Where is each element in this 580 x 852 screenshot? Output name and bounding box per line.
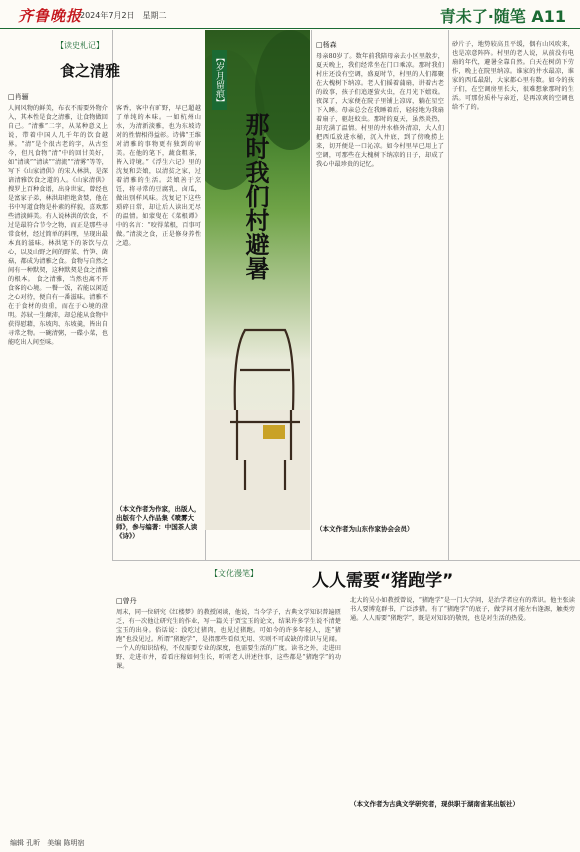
author-note: （本文作者为山东作家协会会员） bbox=[316, 525, 414, 533]
article-body: 周末，同一位研究《红楼梦》的教授闲谈，他说，当今学子，古典文学知识普遍匮乏，有一次他让研究生的作业，写一篇关于贾宝玉的论文，结果许多学生说不清楚宝玉的出身。俗话说：没吃过猪肉，也见过猪跑。可如今的许多年轻人，连“猪跑”也没见过。所谓“猪跑学”，是指那些看似无用、实则不可或缺的常识与见闻。一个人的知识结构，不仅需要专业的深度，也需要生活的广度。读书之外，走进田野、走进市井，看看庄稼如何生长，听听老人讲述往事，这些都是“猪跑学”的功课。 bbox=[116, 609, 341, 670]
article-paragraph: 客香，客中有旷野，早已超越了单纯的本味。一如杭州山水，为清新淡雅，也为东坡诗对的性情相得益彰。诗佛“王维对清雅的事物更有独到的审美。在他的笔下，蔬食粗茶，皆入诗境。”《浮生六记》里的沈复和芸娘，以清贫之家，过着清雅的生活。芸娘善于烹饪，将寻常的豆腐乳、卤瓜，做出别样风味。沈复记下这些琐碎日常，却让后人读出无尽的温情。如蒙叟在《菜根谭》中的名言：“咬得菜根，百事可做。”清淡之食，正是修身养性之道。 bbox=[116, 105, 201, 247]
article-title: 食之清雅 bbox=[60, 62, 121, 80]
section-tag: 【读史札记】 bbox=[56, 41, 104, 50]
article-body-continued: 北大的吴小如教授曾说，“猪跑学”是一门大学问，是治学者应有的常识。他主张读书人要博览群书，广泛涉猎。有了“猪跑学”的底子，做学问才能左右逢源，触类旁通。人人需要“猪跑学”，既是对知识的敬畏，也是对生活的热爱。 bbox=[350, 597, 575, 622]
column-divider bbox=[448, 30, 449, 560]
author: □肖骊 bbox=[8, 93, 29, 101]
author-note: （本文作者为古典文学研究者，现供职于湖南省某出版社） bbox=[350, 800, 519, 808]
section-divider bbox=[112, 560, 580, 561]
masthead bbox=[0, 0, 580, 29]
article-paragraph: 食之清雅，当然也离不开食客的心境。一餐一饭，若能以闲适之心对待，便自有一番滋味。清雅不在于食材的贵重，而在于心境的澄明。苏轼一生颠沛，却总能从食物中获得慰藉，东坡肉、东坡羹，皆出自寻常之物。一碗清粥，一碟小菜，也能吃出人间至味。 bbox=[8, 276, 108, 346]
article-body-continued: 砂片子，地势较高且平缓，偶有山风吹来，也是凉意阵阵。村里的老人说，从前没有电扇的年代，避暑全靠自然。白天在树荫下劳作，晚上在院里纳凉。谁家的井水最凉，谁家的西瓜最甜，大家都心里有数。如今的孩子们，在空调房里长大，很难想象那时的生活。可那份质朴与亲近，是再凉爽的空调也给不了的。 bbox=[452, 41, 574, 111]
column-divider bbox=[311, 30, 312, 560]
author: □杨森 bbox=[316, 41, 337, 49]
page-footer bbox=[0, 836, 580, 852]
article-title: 人人需要“猪跑学” bbox=[312, 571, 454, 591]
editor-credits: 编辑 孔昕 美编 陈明宿 bbox=[10, 839, 85, 847]
article-body bbox=[8, 104, 108, 834]
newspaper-logo: 齐鲁晚报 bbox=[18, 7, 83, 25]
column-divider bbox=[112, 30, 113, 560]
article-paragraph: 人间风物的鲜美，布衣不需要外物介入，其本性是食之清雅，让食物做回自己。“清雅”二字，从某种意义上说，带着中国人几千年的饮食越界。“清”是个很古老的字，从古至今，但凡食物“清”中的回甘美好，如“清谈”“清读”“清流”“清雾”等等，写下《山家清供》的宋人林洪，是深谙清雅饮食之道的人。《山家清供》搜罗上百种食谱，出身世家，曾经也是富家子弟，林洪却拒绝贪婪，他在书中写道食物是朴素的样貌，喜欢那些清淡鲜美。有人说林洪的饮食，不过是最符合节令之物，而正是那些寻常食材，经过简单的料理，呈现出最本真的滋味。林洪笔下的茶饮与点心，以及山野之间的野菜、竹笋、菌菇，都成为清雅之食。食物与自然之间有一种默契，这种默契是食之清雅的根本。 bbox=[8, 105, 108, 283]
author: □曾丹 bbox=[116, 597, 137, 605]
article-body: 母亲80岁了。数年前我陪母亲去小区里散步，夏天晚上，我们经常坐在门口乘凉。那时我们村庄还没有空调，盛夏时节，村里的人们都聚在大槐树下纳凉。老人们摇着蒲扇，讲着古老的故事，孩子们追逐萤火虫，在月光下嬉戏。夜深了，大家便在院子里铺上凉席，躺在星空下入睡。母亲总会在我睡着后，轻轻地为我扇着扇子，驱赶蚊虫。那时的夏天，虽然炎热，却充满了温情。村里的井水格外清凉，大人们把西瓜放进水桶，沉入井底，到了傍晚捞上来，切开便是一口沁凉。如今村里早已用上了空调，可那些在大槐树下纳凉的日子，却成了我心中最珍贵的记忆。 bbox=[316, 53, 444, 168]
article-title: 那时我们村避暑 bbox=[241, 112, 269, 280]
article-body-continued bbox=[116, 104, 201, 504]
dateline: 2024年7月2日 星期二 bbox=[80, 11, 167, 20]
author-note: （本文作者为作家，出版人，出版有个人作品集《喷雾大师》，参与编著：中国茶人读《诗》） bbox=[116, 505, 201, 540]
section-tag: 【文化漫笔】 bbox=[210, 569, 258, 578]
page-name: 青未了·随笔 A11 bbox=[439, 7, 566, 26]
section-tag: 【岁月留痕】 bbox=[212, 50, 227, 110]
